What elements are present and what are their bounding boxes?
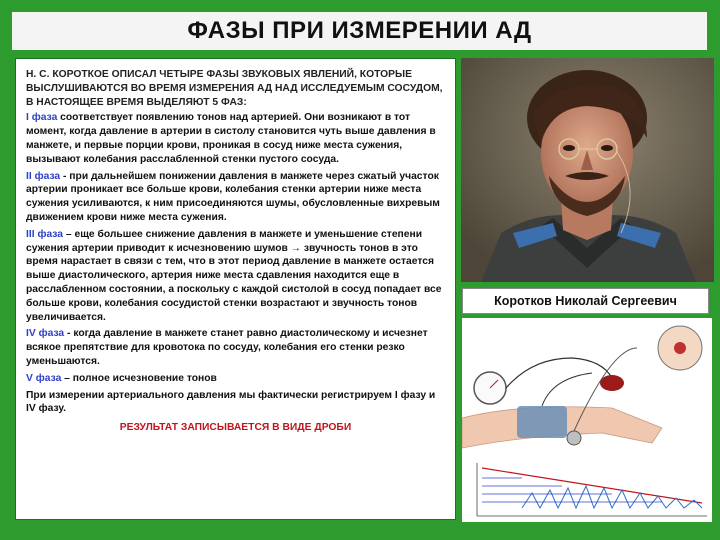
phase-2-text: - при дальнейшем понижении давления в манжете через сжатый участок артерии проникает все больше крови, колебания стенки артерии ниже места сужения усиливаются, к ним присоединяются шумы, обусловленные вихревым движением крови ниже места сужения. [26, 170, 440, 223]
page-title: ФАЗЫ ПРИ ИЗМЕРЕНИИ АД [187, 17, 532, 44]
portrait-caption: Коротков Николай Сергеевич [462, 288, 709, 314]
phase-4-name: IV фаза [26, 328, 65, 340]
portrait-illustration [461, 58, 714, 282]
blood-pressure-diagram [462, 318, 712, 522]
phase-4-text: - когда давление в манжете станет равно диастолическому и исчезнет всякое препятствие для кровотока по сосуду, колебания его стенки резко уменьшаются. [26, 328, 428, 367]
phase-4 [26, 327, 445, 368]
phase-5-text: – полное исчезновение тонов [61, 372, 217, 384]
phase-2-name: II фаза [26, 170, 61, 182]
phase-1-text: соответствует появлению тонов над артерией. Они возникают в тот момент, когда давление в артерии в систолу становится чуть выше давления в манжете, и первые порции крови, проникая в сосуд ниже места сужения, вызывают колебания расслабленной стенки пустого сосуда. [26, 112, 436, 165]
phase-3 [26, 228, 445, 325]
sphygmomanometer-illustration [462, 318, 712, 522]
phase-3-name: III фаза [26, 228, 64, 240]
final-note: При измерении артериального давления мы фактически регистрируем I фазу и IV фазу. [26, 389, 436, 415]
phase-1-name: I фаза [26, 112, 58, 124]
phase-1 [26, 111, 445, 166]
result-note: РЕЗУЛЬТАТ ЗАПИСЫВАЕТСЯ В ВИДЕ ДРОБИ [119, 422, 352, 434]
phase-5-name: V фаза [26, 372, 62, 384]
intro-text: Н. С. КОРОТКОЕ ОПИСАЛ ЧЕТЫРЕ ФАЗЫ ЗВУКОВЫХ ЯВЛЕНИЙ, КОТОРЫЕ ВЫСЛУШИВАЮТСЯ ВО ВРЕМЯ ИЗМЕРЕНИЯ АД НАД ИССЛЕДУЕМЫМ СОСУДОМ, В НАСТОЯЩЕЕ ВРЕМЯ ВЫДЕЛЯЮТ 5 ФАЗ: [26, 69, 443, 108]
phase-5 [26, 372, 445, 386]
phase-2 [26, 170, 445, 225]
phase-3-text: – еще большее снижение давления в манжете и уменьшение степени сужения артерии приводит к исчезновению шумов → звучность тонов в это время нарастает в связи с тем, что в этот период давление в манжете остается выше диастолического, артерия ниже места сдавления находится еще в расслабленном состоянии, а поскольку с каждой систолой в сосуд попадает все больше крови, колебания сосудистой стенки возрастают и звучность тонов увеличивается. [26, 228, 442, 323]
portrait-image [461, 58, 714, 282]
title-bar [12, 12, 707, 50]
text-panel [15, 58, 456, 520]
